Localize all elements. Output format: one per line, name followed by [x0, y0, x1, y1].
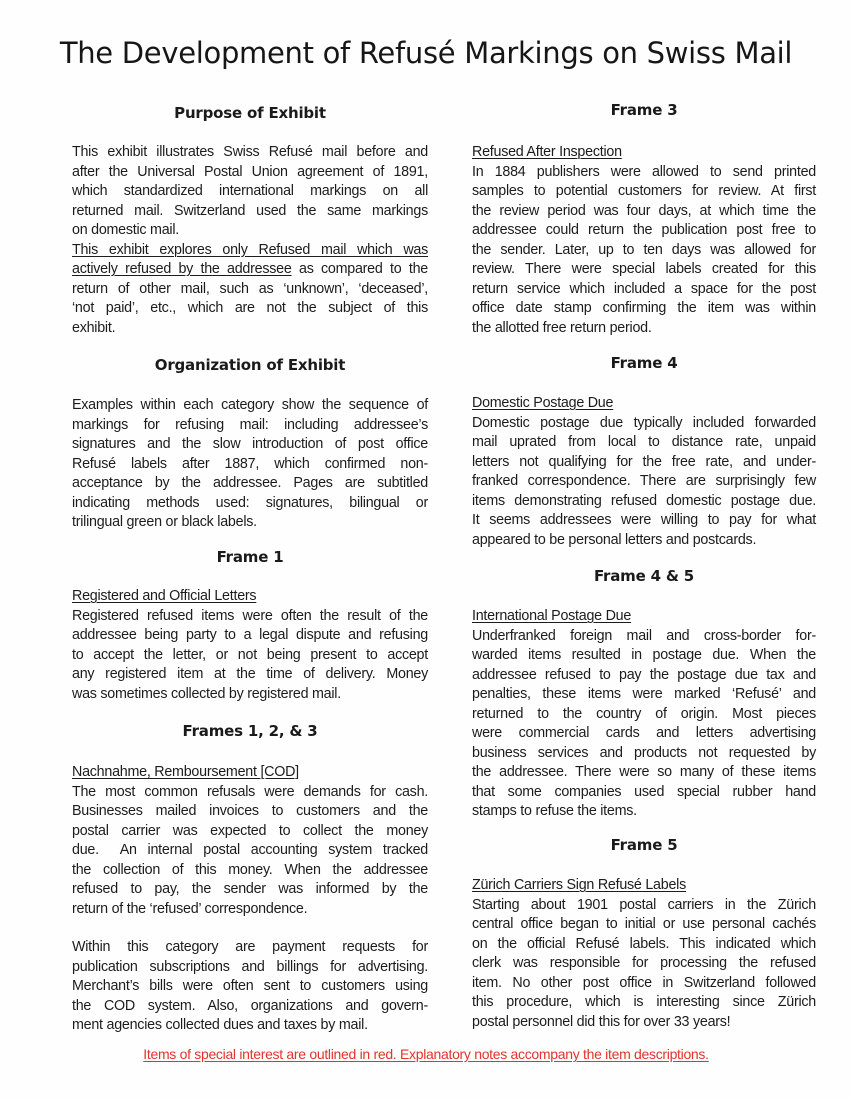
frame5-heading: Frame 5	[610, 836, 678, 854]
text-line: stamps to refuse the items.	[472, 803, 637, 819]
text-line: samples to potential customers for review. At first	[472, 183, 816, 199]
text-line: any registered item at the time of delivery. Money	[72, 666, 428, 682]
text-line: the review period was four days, at which time the	[472, 202, 816, 219]
text-line: returned mail. Switzerland used the same markings	[72, 202, 428, 219]
text-line: publication subscriptions and billings for advertising.	[72, 958, 428, 975]
frame3-subtitle: Refused After Inspection	[472, 144, 622, 160]
text-line: due. An internal postal accounting system tracked	[72, 842, 428, 858]
text-line: mail uprated from local to distance rate, unpaid	[472, 434, 816, 450]
text-line: office date stamp confirming the item was within	[472, 300, 816, 316]
text-line: business services and products not requested by	[472, 744, 816, 761]
underlined-text-line: This exhibit explores only Refused mail which was	[72, 241, 428, 258]
frame1-heading: Frame 1	[216, 548, 284, 566]
frame4-subtitle: Domestic Postage Due	[472, 395, 614, 411]
text-line: postal carrier was expected to collect the money	[72, 822, 428, 839]
text-line: after the Universal Postal Union agreement of 1891,	[72, 163, 428, 180]
text-line: exhibit.	[72, 319, 116, 336]
text-line: refused to pay, the sender was informed by the	[72, 881, 428, 897]
text-line: This exhibit illustrates Swiss Refusé mail before and	[72, 144, 428, 160]
frame5-subtitle: Zürich Carriers Sign Refusé Labels	[472, 877, 686, 893]
frame1-paragraph	[72, 587, 428, 704]
frames123-heading: Frames 1, 2, & 3	[182, 722, 318, 740]
frames123-subtitle: Nachnahme, Remboursement [COD]	[72, 764, 299, 780]
frame3-paragraph	[472, 143, 816, 338]
text-line: Businesses mailed invoices to customers and the	[72, 803, 428, 819]
text-line: return of the ‘refused’ correspondence.	[72, 900, 308, 917]
text-line: signatures and the slow introduction of post office	[72, 436, 428, 452]
text-line: Starting about 1901 postal carriers in the Zürich	[472, 896, 816, 913]
text-line: items demonstrating refused domestic postage due.	[472, 492, 816, 509]
text-line: was sometimes collected by registered mail.	[72, 685, 341, 702]
text-line: item. No other post office in Switzerland followed	[472, 974, 816, 991]
text-line: markings for refusing mail: including addressee’s	[72, 416, 428, 433]
text-line: the addressee. There were so many of these items	[472, 764, 816, 780]
text-line: the COD system. Also, organizations and govern-	[72, 997, 428, 1014]
text-line: franked correspondence. There are surprisingly few	[472, 473, 816, 489]
text-line: addressee refused to pay the postage due tax and	[472, 666, 816, 683]
text-fragment: as compared to the	[291, 261, 428, 277]
text-line: indicating methods used: signatures, bilingual or	[72, 494, 428, 511]
frame45-heading: Frame 4 & 5	[593, 567, 695, 585]
text-line: penalties, these items were marked ‘Refusé’ and	[472, 686, 816, 702]
text-line: ‘not paid’, etc., which are not the subject of this	[72, 300, 428, 316]
text-line: Underfranked foreign mail and cross-border for-	[472, 627, 816, 644]
text-line: addressee could return the publication post free to	[472, 222, 816, 238]
text-line: on the official Refusé labels. This indicated which	[472, 935, 816, 952]
frame4-heading: Frame 4	[610, 354, 678, 372]
organization-paragraph	[72, 396, 428, 533]
frame5-paragraph	[472, 876, 816, 1032]
underlined-text: actively refused by the addressee	[72, 261, 292, 277]
text-line: Within this category are payment requests for	[72, 939, 428, 955]
text-line: letters not qualifying for the free rate, and under-	[472, 453, 816, 470]
text-line: the collection of this money. When the addressee	[72, 861, 428, 878]
text-line: appeared to be personal letters and postcards.	[472, 531, 757, 548]
text-line: Examples within each category show the sequence of	[72, 397, 428, 413]
frame1-subtitle: Registered and Official Letters	[72, 588, 257, 604]
text-line: clerk was responsible for processing the refused	[472, 955, 816, 971]
text-line: which standardized international markings on all	[72, 183, 428, 199]
text-line: review. There were special labels created for this	[472, 261, 816, 277]
text-line: to accept the letter, or not being present to accept	[72, 646, 428, 663]
text-line: the sender. Later, up to ten days was allowed for	[472, 241, 816, 258]
frame45-paragraph	[472, 607, 816, 822]
text-line-mixed	[72, 260, 428, 280]
text-line: the allotted free return period.	[472, 319, 652, 336]
page-title: The Development of Refusé Markings on Swiss Mail	[59, 36, 793, 70]
purpose-paragraph	[72, 143, 428, 338]
frames123-paragraph	[72, 763, 428, 919]
text-line: The most common refusals were demands for cash.	[72, 783, 428, 800]
text-line: Merchant’s bills were often sent to customers using	[72, 978, 428, 994]
text-line: that some companies used special rubber hand	[472, 783, 816, 800]
frame4-paragraph	[472, 394, 816, 550]
text-line: return of other mail, such as ‘unknown’, ‘deceased’,	[72, 280, 428, 297]
frame3-heading: Frame 3	[610, 101, 678, 119]
text-line: acceptance by the addressee. Pages are subtitled	[72, 475, 428, 491]
text-line: were commercial cards and letters advertising	[472, 725, 816, 741]
text-line: Domestic postage due typically included forwarded	[472, 414, 816, 431]
frame45-subtitle: International Postage Due	[472, 608, 632, 624]
footer-note: Items of special interest are outlined in red. Explanatory notes accompany the item descriptions.	[143, 1046, 709, 1062]
text-line: returned to the country of origin. Most pieces	[472, 705, 816, 722]
text-line: ment agencies collected dues and taxes by mail.	[72, 1017, 368, 1033]
organization-heading: Organization of Exhibit	[154, 356, 346, 374]
text-line: on domestic mail.	[72, 222, 179, 238]
purpose-heading: Purpose of Exhibit	[174, 104, 326, 122]
frames123-paragraph-2	[72, 938, 428, 1036]
text-line: this procedure, which is interesting since Zürich	[472, 994, 816, 1010]
text-line: Registered refused items were often the result of the	[72, 607, 428, 624]
text-line: trilingual green or black labels.	[72, 514, 257, 530]
text-line: warded items resulted in postage due. When the	[472, 647, 816, 663]
text-line: Refusé labels after 1887, which confirmed non-	[72, 455, 428, 472]
text-line: central office began to initial or use personal cachés	[472, 916, 816, 932]
text-line: postal personnel did this for over 33 years!	[472, 1013, 731, 1030]
text-line: return service which included a space for the post	[472, 280, 816, 297]
text-line: addressee being party to a legal dispute and refusing	[72, 627, 428, 643]
text-line: It seems addressees were willing to pay for what	[472, 512, 816, 528]
text-line: In 1884 publishers were allowed to send printed	[472, 163, 816, 180]
